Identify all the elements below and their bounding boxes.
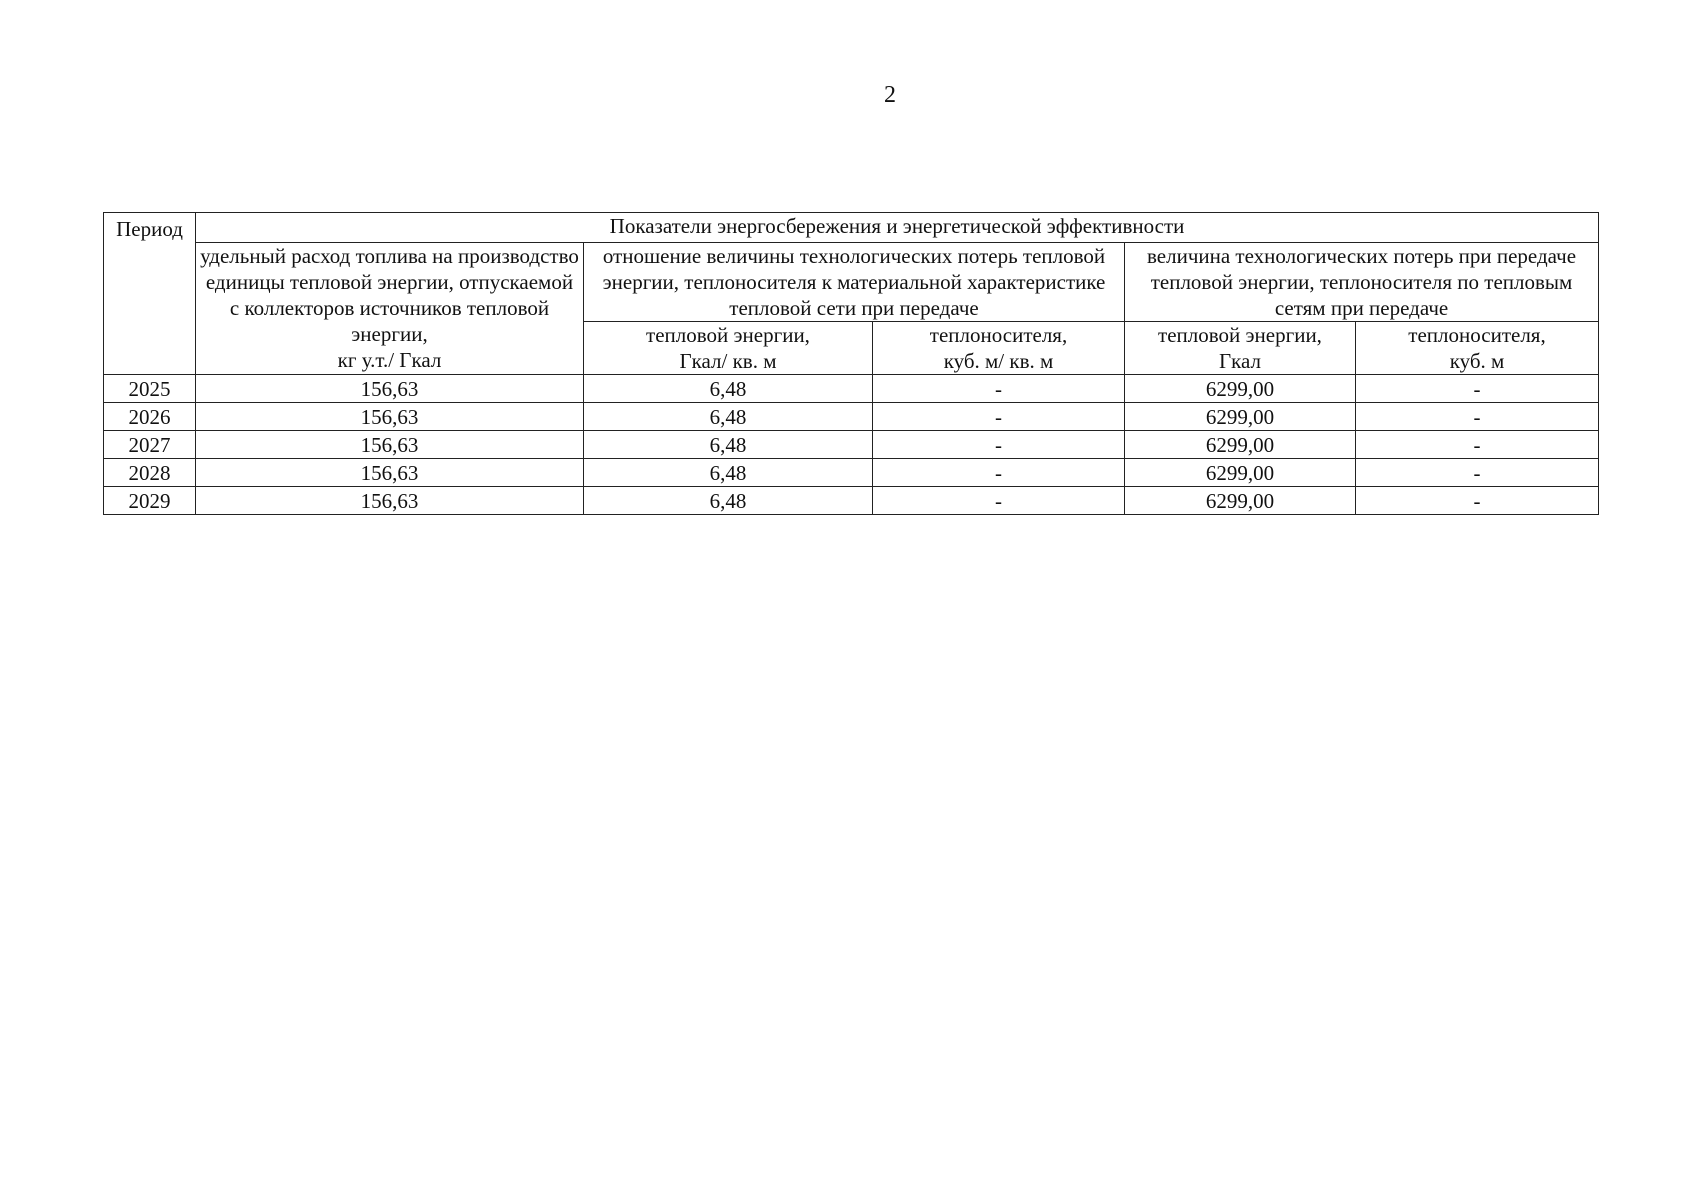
period-cell: 2026	[104, 403, 196, 431]
loss-carrier-cell: -	[1356, 459, 1599, 487]
fuel-cell: 156,63	[196, 375, 584, 403]
fuel-cell: 156,63	[196, 431, 584, 459]
loss-heat-cell: 6299,00	[1125, 459, 1356, 487]
loss-carrier-cell: -	[1356, 487, 1599, 515]
table-row	[104, 403, 1599, 431]
loss-carrier-header: теплоносителя, куб. м	[1356, 322, 1599, 375]
table-row	[104, 459, 1599, 487]
ratio-carrier-cell: -	[873, 431, 1125, 459]
ratio-carrier-cell: -	[873, 487, 1125, 515]
ratio-heat-cell: 6,48	[584, 487, 873, 515]
ratio-heat-header: тепловой энергии, Гкал/ кв. м	[584, 322, 873, 375]
loss-heat-cell: 6299,00	[1125, 487, 1356, 515]
fuel-cell: 156,63	[196, 487, 584, 515]
loss-volume-header: величина технологических потерь при передаче тепловой энергии, теплоносителя по тепловым сетям при передаче	[1125, 243, 1599, 322]
loss-carrier-cell: -	[1356, 375, 1599, 403]
loss-ratio-header: отношение величины технологических потерь тепловой энергии, теплоносителя к материальной характеристике тепловой сети при передаче	[584, 243, 1125, 322]
fuel-cell: 156,63	[196, 459, 584, 487]
fuel-consumption-header: удельный расход топлива на производство единицы тепловой энергии, отпускаемой с коллекторов источников тепловой энергии, кг у.т./ Гкал	[196, 243, 584, 375]
table-row	[104, 375, 1599, 403]
main-header: Показатели энергосбережения и энергетической эффективности	[196, 213, 1599, 243]
table-row	[104, 431, 1599, 459]
loss-heat-cell: 6299,00	[1125, 403, 1356, 431]
table-row	[104, 487, 1599, 515]
loss-heat-header: тепловой энергии, Гкал	[1125, 322, 1356, 375]
period-header: Период	[104, 213, 196, 375]
loss-carrier-cell: -	[1356, 403, 1599, 431]
fuel-cell: 156,63	[196, 403, 584, 431]
period-cell: 2029	[104, 487, 196, 515]
page-number: 2	[884, 82, 896, 108]
ratio-carrier-header: теплоносителя, куб. м/ кв. м	[873, 322, 1125, 375]
period-cell: 2027	[104, 431, 196, 459]
ratio-carrier-cell: -	[873, 403, 1125, 431]
ratio-heat-cell: 6,48	[584, 431, 873, 459]
loss-carrier-cell: -	[1356, 431, 1599, 459]
energy-efficiency-table	[103, 212, 1599, 515]
ratio-carrier-cell: -	[873, 375, 1125, 403]
ratio-carrier-cell: -	[873, 459, 1125, 487]
ratio-heat-cell: 6,48	[584, 459, 873, 487]
period-cell: 2025	[104, 375, 196, 403]
period-cell: 2028	[104, 459, 196, 487]
ratio-heat-cell: 6,48	[584, 403, 873, 431]
ratio-heat-cell: 6,48	[584, 375, 873, 403]
loss-heat-cell: 6299,00	[1125, 431, 1356, 459]
loss-heat-cell: 6299,00	[1125, 375, 1356, 403]
